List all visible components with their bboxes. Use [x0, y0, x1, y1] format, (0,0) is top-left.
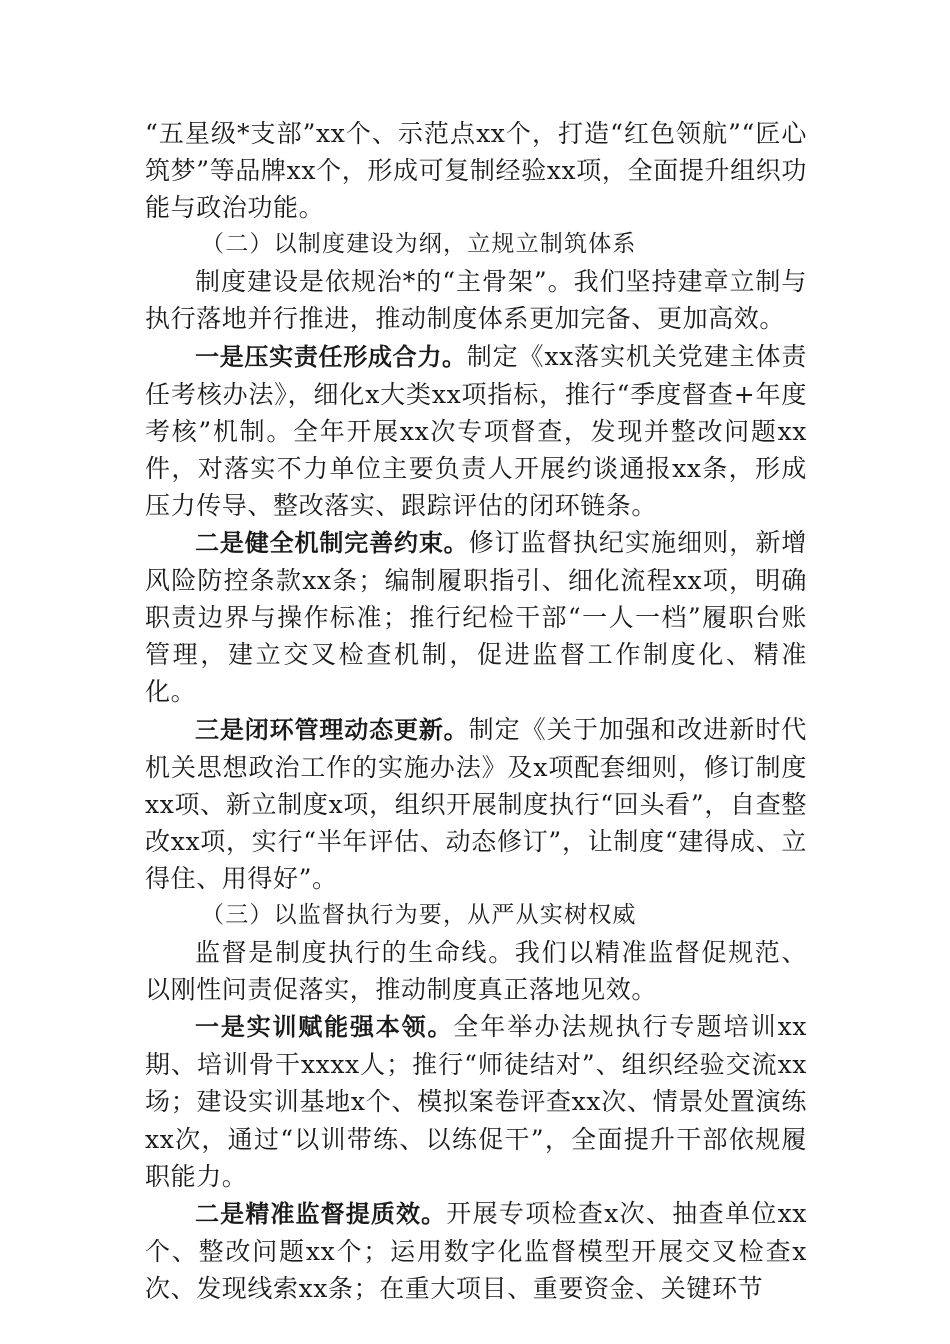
paragraph-lead: 二是健全机制完善约束。 — [195, 529, 469, 558]
paragraph-text: “五星级*支部”xx个、示范点xx个，打造“红色领航”“匠心筑梦”等品牌xx个，形成可复制经验xx项，全面提升组织功能与政治功能。 — [145, 119, 807, 223]
paragraph-lead: 一是压实责任形成合力。 — [195, 342, 467, 371]
paragraph-item — [145, 711, 807, 897]
paragraph-lead: 一是实训赋能强本领。 — [195, 1013, 454, 1042]
paragraph-text: 开展专项检查x次、抽查单位xx个、整改问题xx个；运用数字化监督模型开展交叉检查x次、发现线索xx条；在重大项目、重要资金、关键环节 — [145, 1198, 807, 1303]
section-heading-2 — [145, 226, 807, 263]
paragraph-text: 制度建设是依规治*的“主骨架”。我们坚持建章立制与执行落地并行推进，推动制度体系更加完备、更加高效。 — [145, 267, 807, 334]
section-heading-3 — [145, 897, 807, 934]
paragraph-text: 全年举办法规执行专题培训xx期、培训骨干xxxx人；推行“师徒结对”、组织经验交流xx场；建设实训基地x个、模拟案卷评查xx次、情景处置演练xx次，通过“以训带练、以练促干”，全面提升干部依规履职能力。 — [145, 1012, 808, 1191]
paragraph-intro — [145, 263, 807, 337]
paragraph-text: 监督是制度执行的生命线。我们以精准监督促规范、以刚性问责促落实，推动制度真正落地见效。 — [145, 938, 807, 1005]
paragraph-item — [145, 1008, 807, 1194]
paragraph-lead: 二是精准监督提质效。 — [195, 1199, 447, 1228]
paragraph-text: 制定《xx落实机关党建主体责任考核办法》，细化x大类xx项指标，推行“季度督查+年度考核”机制。全年开展xx次专项督查，发现并整改问题xx件，对落实不力单位主要负责人开展约谈通报xx条，形成压力传导、整改落实、跟踪评估的闭环链条。 — [145, 341, 807, 520]
section-heading-text: （二）以制度建设为纲，立规立制筑体系 — [201, 231, 637, 258]
section-heading-text: （三）以监督执行为要，从严从实树权威 — [201, 901, 637, 928]
document-body — [145, 115, 807, 1307]
paragraph-item — [145, 338, 807, 524]
paragraph-item — [145, 1195, 807, 1307]
paragraph-intro — [145, 934, 807, 1008]
paragraph-lead: 三是闭环管理动态更新。 — [195, 715, 469, 744]
paragraph-item — [145, 524, 807, 710]
paragraph-continuation — [145, 115, 807, 226]
paragraph-text: 制定《关于加强和改进新时代机关思想政治工作的实施办法》及x项配套细则，修订制度xx项、新立制度x项，组织开展制度执行“回头看”，自查整改xx项，实行“半年评估、动态修订”，让制度“建得成、立得住、用得好”。 — [145, 714, 807, 893]
paragraph-text: 修订监督执纪实施细则，新增风险防控条款xx条；编制履职指引、细化流程xx项，明确职责边界与操作标准；推行纪检干部“一人一档”履职台账管理，建立交叉检查机制，促进监督工作制度化、精准化。 — [145, 528, 807, 707]
